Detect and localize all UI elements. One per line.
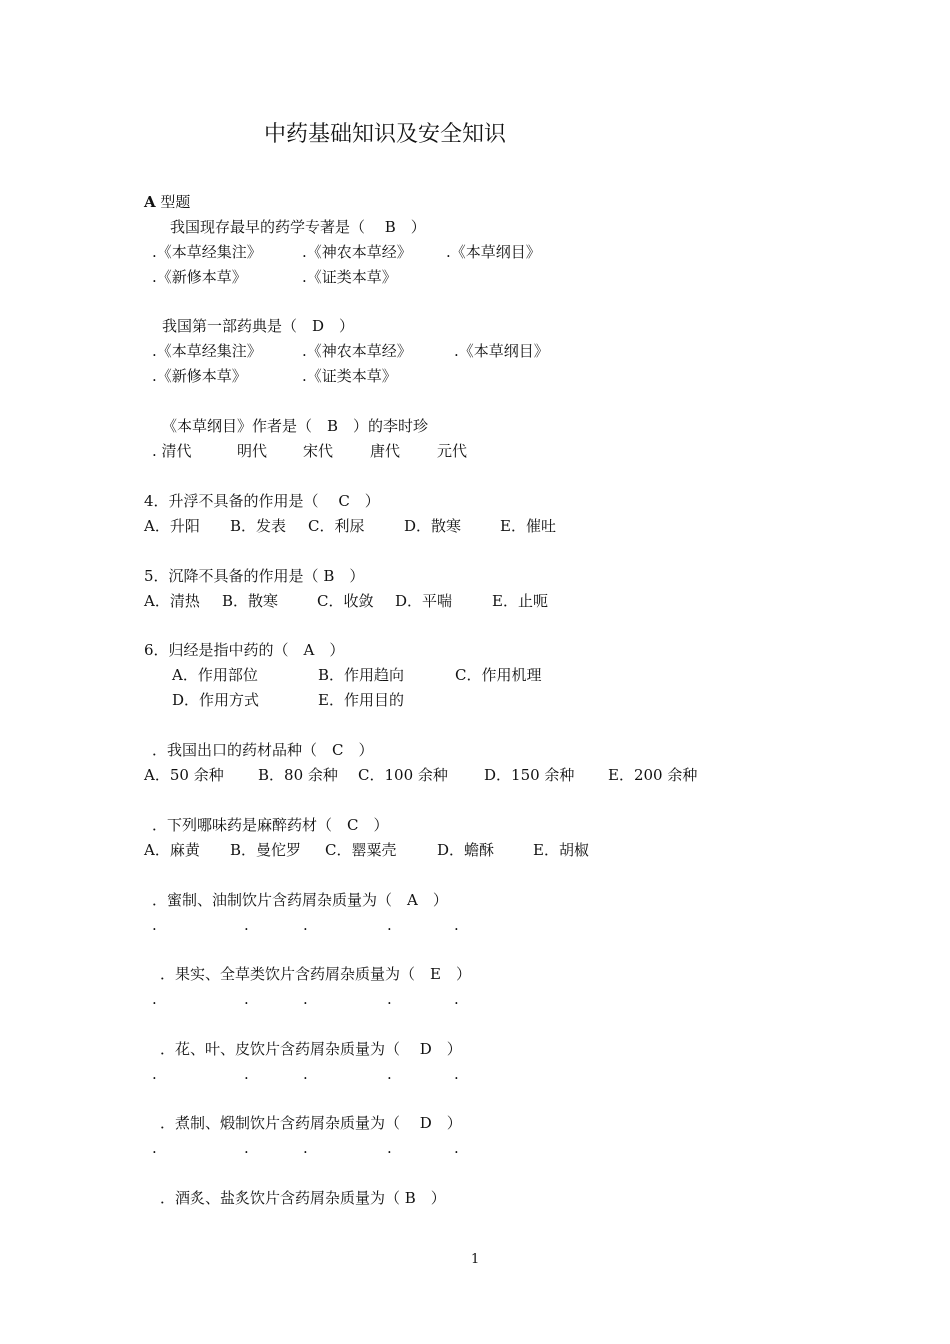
question-6-option: B．作用趋向 (318, 666, 405, 684)
option-dot: . (454, 1139, 459, 1157)
question-1-option: .《神农本草经》 (302, 243, 412, 261)
question-6-option: E．作用目的 (318, 691, 404, 709)
question-7-option: D．150 余种 (484, 766, 575, 784)
question-6-stem: 6．归经是指中药的（ A ） (144, 641, 345, 659)
question-7-stem: ．我国出口的药材品种（ C ） (152, 741, 374, 759)
option-dot: . (303, 990, 308, 1008)
section-label: 型题 (160, 193, 191, 211)
section-heading (144, 193, 190, 211)
question-4-option: C．利尿 (308, 517, 365, 535)
question-8-option: A．麻黄 (144, 841, 200, 859)
question-5-option: D．平喘 (395, 592, 453, 610)
question-4-option: B．发表 (230, 517, 287, 535)
document-title: 中药基础知识及安全知识 (264, 122, 507, 147)
option-dot: . (244, 990, 249, 1008)
section-letter: A (144, 193, 156, 211)
question-1-stem: 我国现存最早的药学专著是（ B ） (170, 218, 426, 236)
question-8-option: B．曼佗罗 (230, 841, 302, 859)
question-6-option: C．作用机理 (455, 666, 542, 684)
question-10-stem: ．果实、全草类饮片含药屑杂质量为（ E ） (160, 965, 471, 983)
question-7-option: A．50 余种 (144, 766, 224, 784)
question-7-option: B．80 余种 (258, 766, 338, 784)
question-1-option: .《本草纲目》 (446, 243, 541, 261)
question-2-option: .《本草纲目》 (454, 342, 549, 360)
question-13-stem: ．酒炙、盐炙饮片含药屑杂质量为（ B ） (160, 1189, 446, 1207)
option-dot: . (454, 916, 459, 934)
question-5-option: B．散寒 (222, 592, 279, 610)
question-2-stem: 我国第一部药典是（ D ） (162, 317, 355, 335)
option-dot: . (303, 1065, 308, 1083)
question-9-stem: ．蜜制、油制饮片含药屑杂质量为（ A ） (152, 891, 448, 909)
question-3-option: 宋代 (303, 442, 334, 460)
question-7-option: C．100 余种 (358, 766, 448, 784)
option-dot: . (387, 916, 392, 934)
question-7-option: E．200 余种 (608, 766, 698, 784)
option-dot: . (152, 1065, 157, 1083)
option-dot: . (387, 1065, 392, 1083)
question-1-option: .《新修本草》 (152, 268, 247, 286)
question-4-stem: 4．升浮不具备的作用是（ C ） (144, 492, 380, 510)
page-number: 1 (471, 1252, 480, 1267)
option-dot: . (303, 916, 308, 934)
question-3-option: 明代 (237, 442, 268, 460)
question-6-option: A．作用部位 (172, 666, 258, 684)
question-2-option: .《本草经集注》 (152, 342, 262, 360)
option-dot: . (387, 990, 392, 1008)
question-11-stem: ．花、叶、皮饮片含药屑杂质量为（ D ） (160, 1040, 462, 1058)
option-dot: . (244, 1139, 249, 1157)
option-dot: . (244, 1065, 249, 1083)
option-dot: . (454, 990, 459, 1008)
question-4-option: A．升阳 (144, 517, 200, 535)
option-dot: . (152, 990, 157, 1008)
question-8-option: C．罂粟壳 (325, 841, 397, 859)
option-dot: . (244, 916, 249, 934)
question-5-option: A．清热 (144, 592, 200, 610)
question-4-option: E．催吐 (500, 517, 556, 535)
question-6-option: D．作用方式 (172, 691, 260, 709)
option-dot: . (454, 1065, 459, 1083)
question-1-option: .《本草经集注》 (152, 243, 262, 261)
question-5-stem: 5．沉降不具备的作用是（ B ） (144, 567, 365, 585)
question-2-option: .《新修本草》 (152, 367, 247, 385)
question-3-option: . 清代 (152, 442, 192, 460)
option-dot: . (303, 1139, 308, 1157)
question-3-option: 唐代 (370, 442, 401, 460)
question-2-option: .《神农本草经》 (302, 342, 412, 360)
question-8-option: E．胡椒 (533, 841, 589, 859)
question-8-option: D．蟾酥 (437, 841, 495, 859)
question-2-option: .《证类本草》 (302, 367, 397, 385)
option-dot: . (387, 1139, 392, 1157)
option-dot: . (152, 1139, 157, 1157)
question-5-option: C．收敛 (317, 592, 374, 610)
question-8-stem: ．下列哪味药是麻醉药材（ C ） (152, 816, 389, 834)
option-dot: . (152, 916, 157, 934)
question-12-stem: ．煮制、煅制饮片含药屑杂质量为（ D ） (160, 1114, 462, 1132)
question-4-option: D．散寒 (404, 517, 462, 535)
question-5-option: E．止呃 (492, 592, 548, 610)
question-3-stem: 《本草纲目》作者是（ B ）的李时珍 (162, 417, 429, 435)
question-3-option: 元代 (437, 442, 468, 460)
question-1-option: .《证类本草》 (302, 268, 397, 286)
